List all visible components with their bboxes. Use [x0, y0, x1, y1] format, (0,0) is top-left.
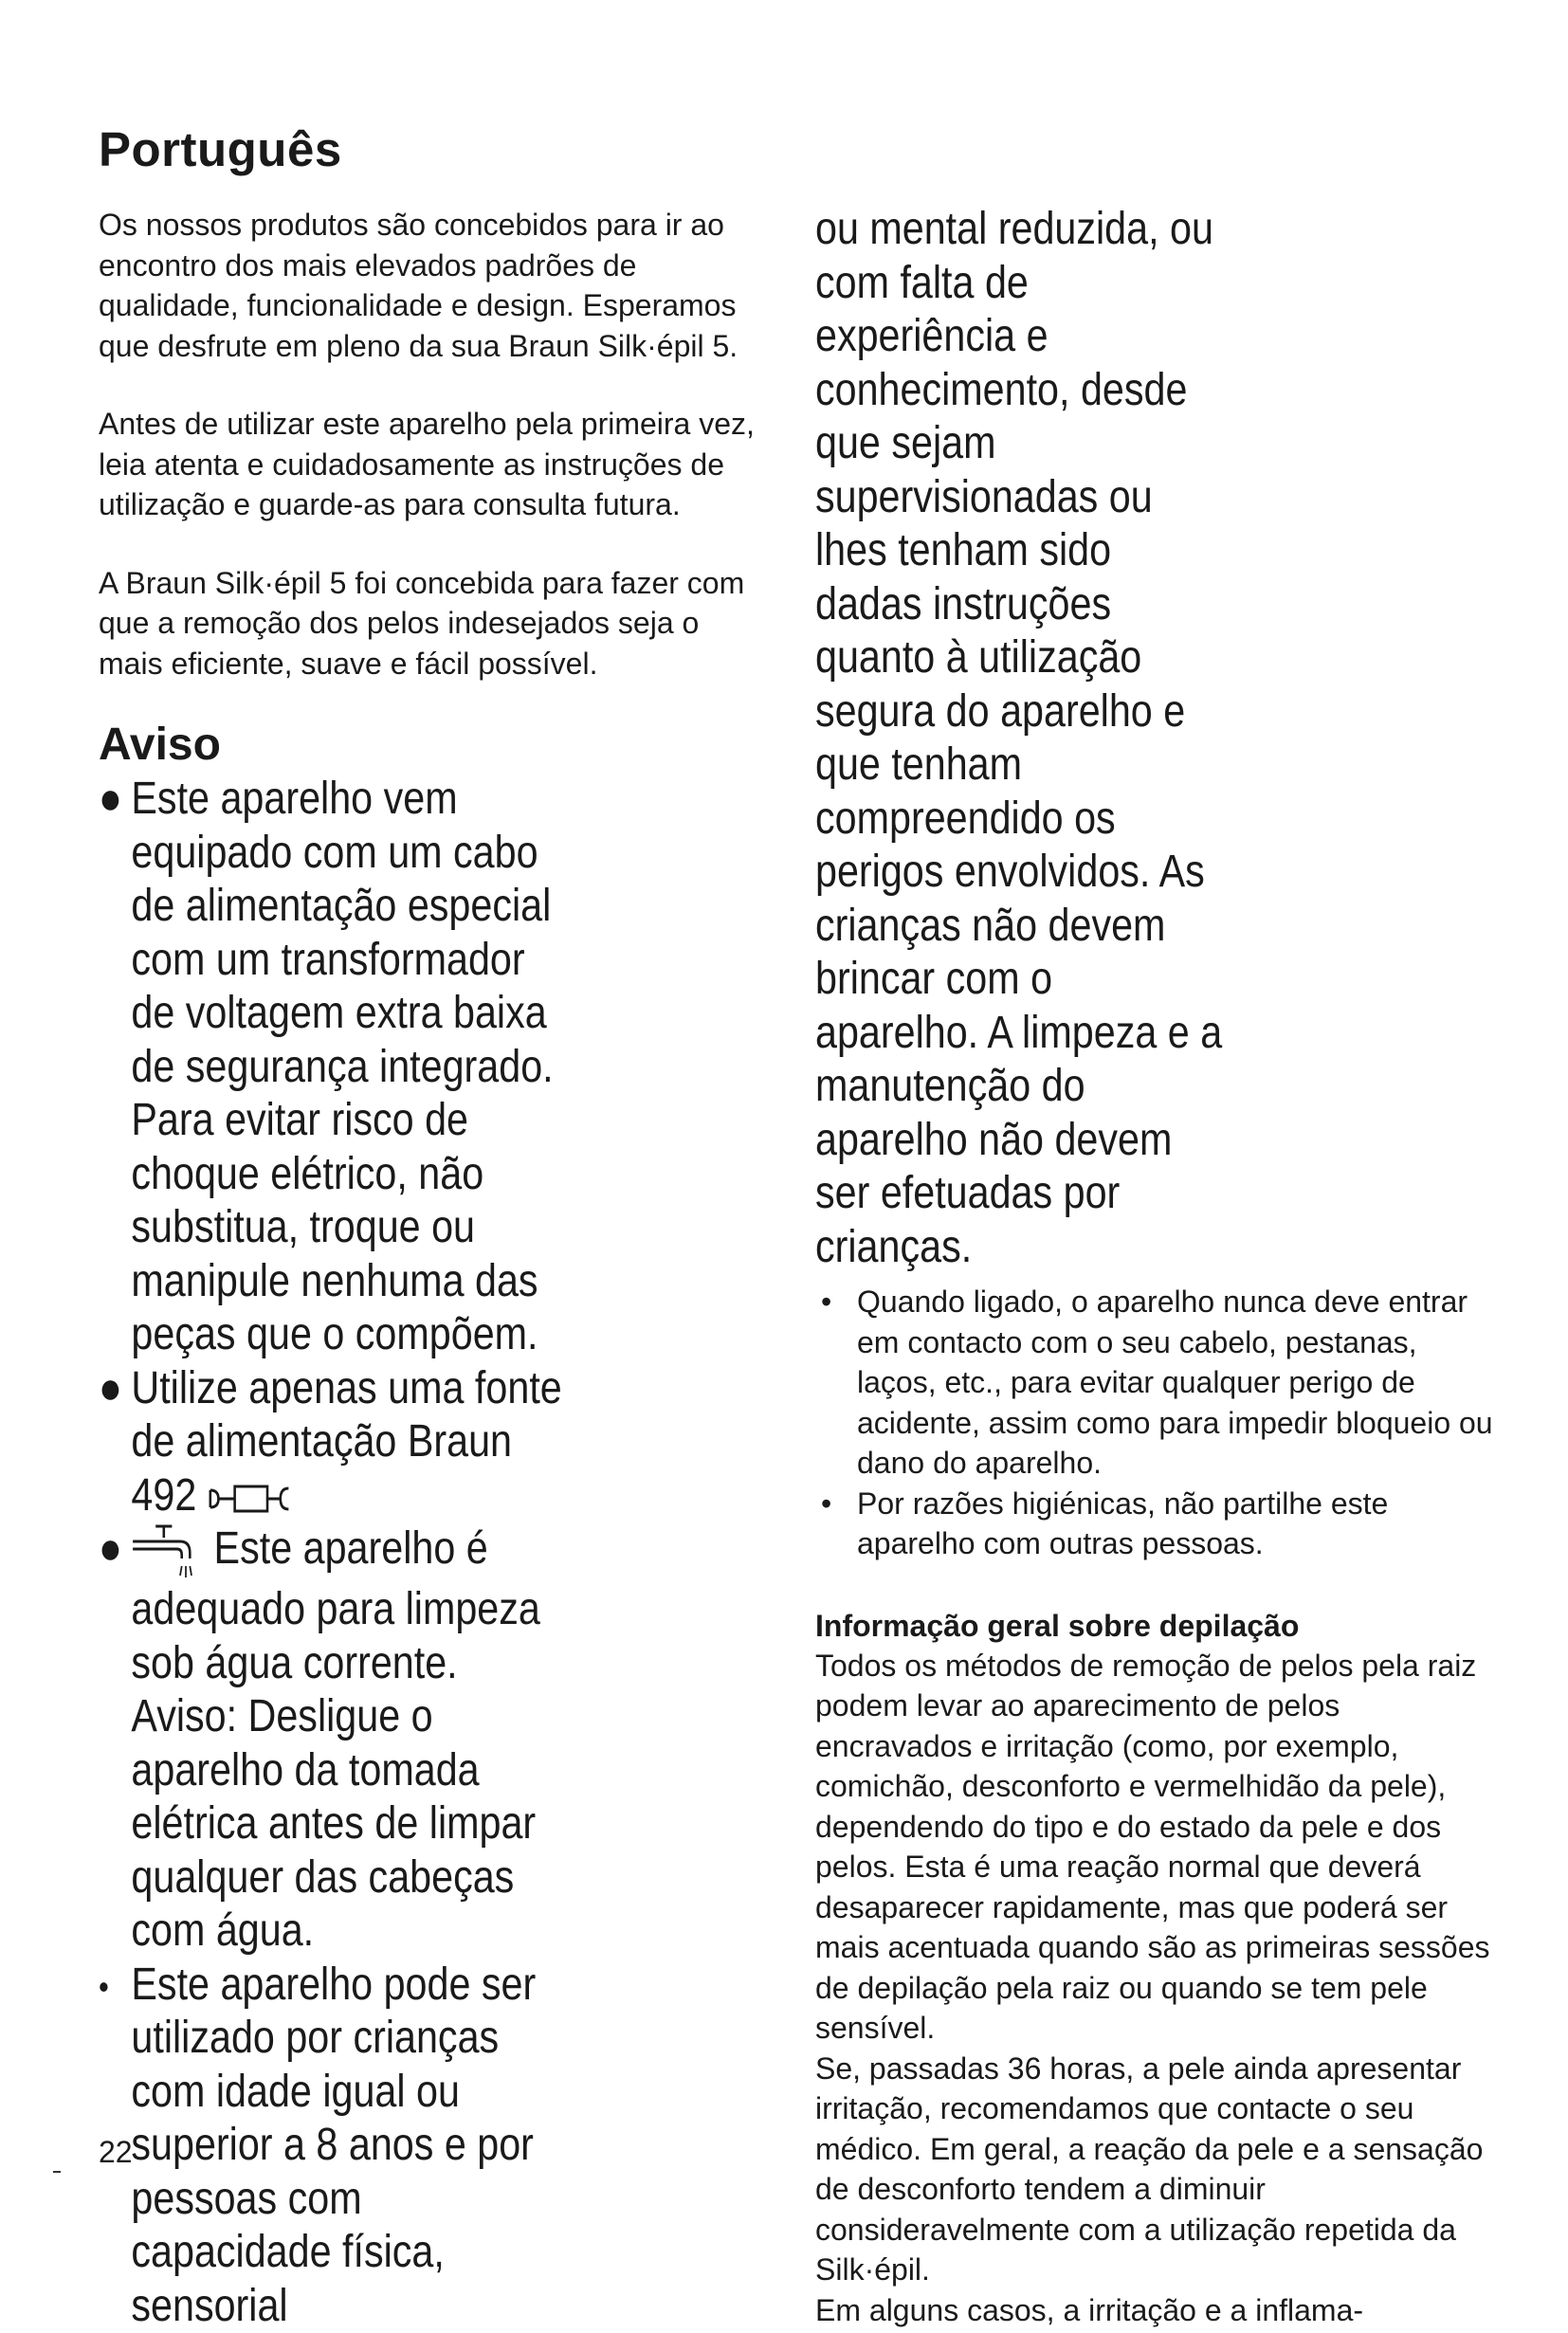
list-item — [815, 1282, 1498, 1484]
left-column — [99, 205, 762, 2333]
warning-list — [99, 773, 762, 2333]
warning-item-3-note: Aviso: Desligue o aparelho da tomada elétrica antes de limpar qualquer das cabeças com água. — [131, 1690, 563, 1959]
bullet-icon: • — [99, 1960, 109, 2014]
warning-small-item-1: Quando ligado, o aparelho nunca deve entrar em contacto com o seu cabelo, pestanas, laços, etc., para evitar qualquer perigo de acidente, assim como para impedir bloqueio ou dano do aparelho. — [857, 1285, 1493, 1480]
bullet-icon: ● — [99, 773, 122, 827]
list-item — [99, 1362, 563, 1523]
corner-mark — [53, 2171, 61, 2173]
warning-item-2: Utilize apenas uma fonte de alimentação Braun 492 — [131, 1363, 561, 1521]
info-heading: Informação geral sobre depilação — [815, 1606, 1498, 1646]
info-paragraph-2: Se, passadas 36 horas, a pele ainda apresentar irritação, recomendamos que contacte o seu médico. Em geral, a reação da pele e a sensação de desconforto tendem a diminuir consideravelmente com a utilização repetida da Silk·épil. — [815, 2049, 1498, 2290]
info-paragraph-1: Todos os métodos de remoção de pelos pela raiz podem levar ao aparecimento de pelos encravados e irritação (como, por exemplo, comichão, desconforto e vermelhidão da pele), dependendo do tipo e do estado da pele e dos pelos. Esta é uma reação normal que deverá desaparecer rapidamente, mas que poderá ser mais acentuada quando são as primeiras sessões de depilação pela raiz ou quando se tem pele sensível. — [815, 1646, 1498, 2049]
warning-small-item-2: Por razões higiénicas, não partilhe este aparelho com outras pessoas. — [857, 1486, 1388, 1561]
intro-paragraph-1: Os nossos produtos são concebidos para ir ao encontro dos mais elevados padrões de qualidade, funcionalidade e design. Esperamos que desfrute em pleno da sua Braun Silk·épil 5. — [99, 205, 762, 366]
bullet-icon: ● — [99, 1362, 122, 1416]
intro-paragraph-2: Antes de utilizar este aparelho pela primeira vez, leia atenta e cuidadosamente as instruções de utilização e guarde-as para consulta futura. — [99, 404, 762, 525]
right-column — [815, 203, 1498, 2330]
warning-item-1: Este aparelho vem equipado com um cabo de alimentação especial com um transformador de voltagem extra baixa de segurança integrado. Para evitar risco de choque elétrico, não substitua, troque ou manipule nenhuma das peças que o compõem. — [131, 774, 553, 1359]
warning-item-3: Este aparelho é adequado para limpeza sob água corrente. — [131, 1523, 539, 1688]
list-item — [99, 1959, 563, 2333]
list-item — [99, 773, 563, 1362]
warning-heading: Aviso — [99, 718, 762, 773]
bullet-icon: • — [821, 1484, 831, 1524]
page-title: Português — [99, 121, 342, 177]
warning-item-4-continued: ou mental reduzida, ou com falta de experiência e conhecimento, desde que sejam supervisionadas ou lhes tenham sido dadas instruções quanto à utilização segura do aparelho e que tenham compreendido os perigos envolvidos. As crianças não devem brincar com o aparelho. A limpeza e a manutenção do aparelho não devem ser efetuadas por crianças. — [815, 203, 1223, 1274]
intro-paragraph-3: A Braun Silk·épil 5 foi concebida para fazer com que a remoção dos pelos indesejados seja o mais eficiente, suave e fácil possível. — [99, 563, 762, 684]
page-number: 22 — [99, 2135, 133, 2170]
power-supply-symbol-icon — [208, 1479, 298, 1517]
warning-small-list — [815, 1282, 1498, 1564]
bullet-icon: ● — [99, 1522, 122, 1577]
info-paragraph-3: Em alguns casos, a irritação e a inflama- — [815, 2290, 1498, 2331]
bullet-icon: • — [821, 1282, 831, 1322]
water-tap-icon — [131, 1522, 198, 1583]
list-item — [99, 1522, 563, 1959]
warning-item-4: Este aparelho pode ser utilizado por crianças com idade igual ou superior a 8 anos e por pessoas com capacidade física, sensorial — [131, 1959, 536, 2331]
list-item — [815, 1484, 1498, 1564]
